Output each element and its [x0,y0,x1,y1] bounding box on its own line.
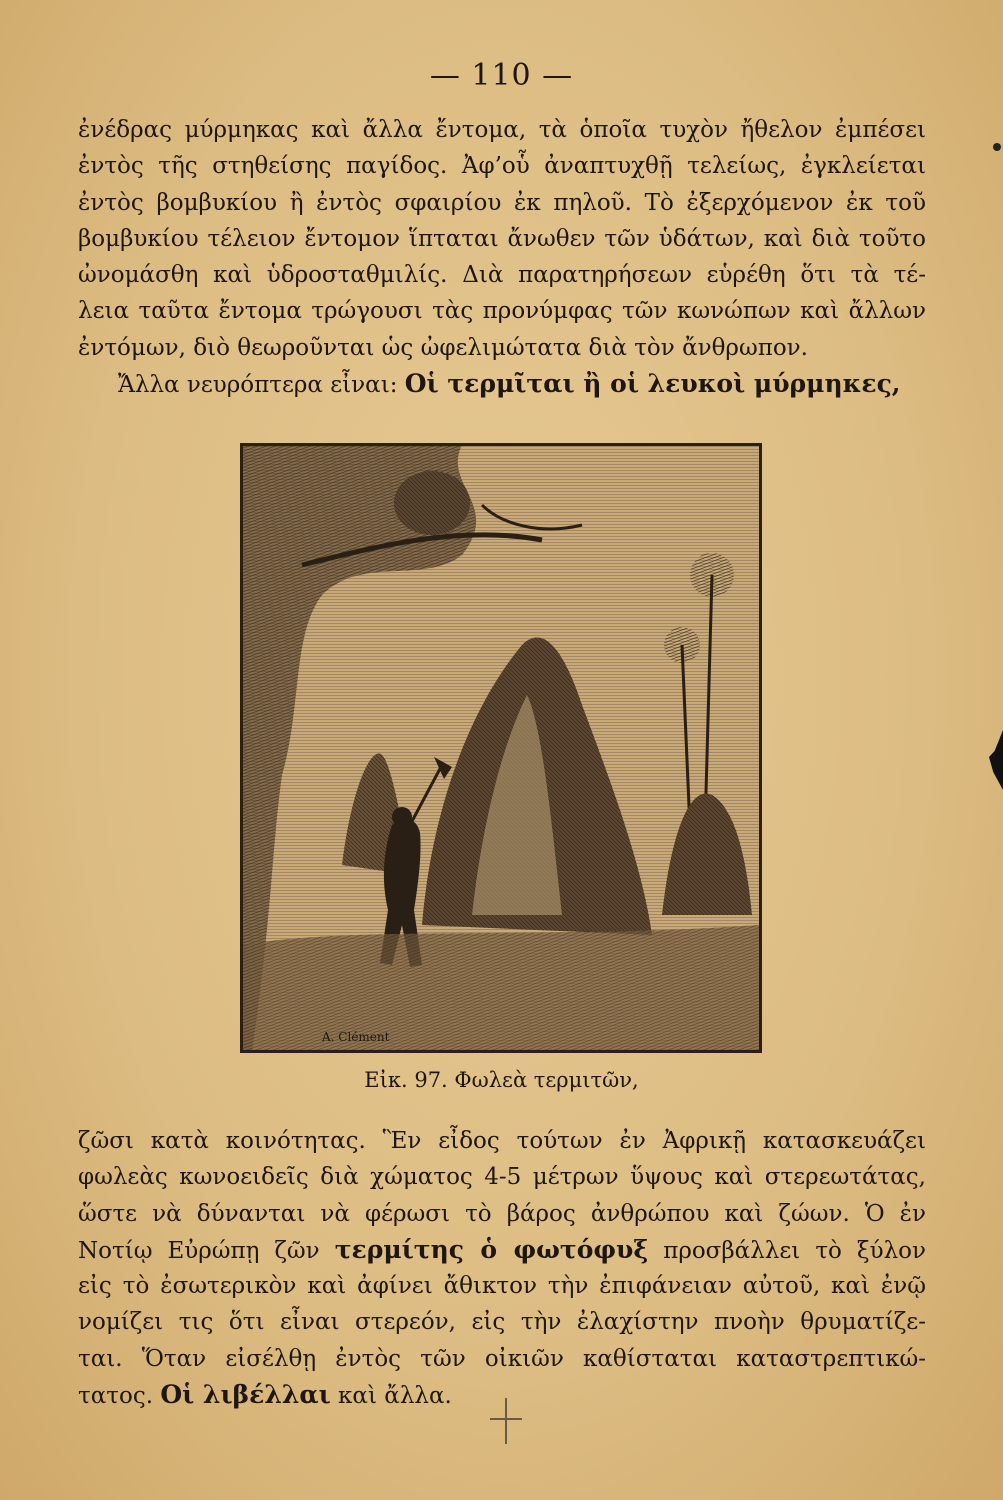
bold-term: Οἱ τερμῖται ἢ οἱ λευκοὶ μύρμηκες, [404,369,901,399]
margin-clip-mark [989,730,1003,790]
text-line: νομίζει τις ὅτι εἶναι στερεόν, εἰς τὴν ἐλαχίστην πνοὴν θρυματίζε- [78,1309,926,1336]
text-line: φωλεὰς κωνοειδεῖς διὰ χώματος 4-5 μέτρων ὕψους καὶ στερεωτάτας, [78,1164,926,1191]
text-run: τατος. [78,1383,161,1410]
margin-mark [993,143,1001,151]
text-run: καὶ ἄλλα. [330,1383,452,1410]
text-run: Ἄλλα νευρόπτερα εἶναι: [118,372,405,399]
top-paragraph [78,112,926,402]
termite-nest-engraving [240,443,762,1053]
text-line: ἐνέδρας μύρμηκας καὶ ἄλλα ἔντομα, τὰ ὁποῖα τυχὸν ἤθελον ἐμπέσει [78,117,926,143]
text-line: εἰς τὸ ἐσωτερικὸν καὶ ἀφίνει ἄθικτον τὴν ἐπιφάνειαν αὐτοῦ, καὶ ἐνῷ [78,1273,926,1300]
text-line [78,1232,926,1268]
text-line: ἐντὸς τῆς στηθείσης παγίδος. Ἀφ’οὗ ἀναπτυχθῇ τελείως, ἐγκλείεται [78,153,926,180]
text-line [78,1377,926,1413]
text-line: ζῶσι κατὰ κοινότητας. Ἓν εἶδος τούτων ἐν Ἀφρικῇ κατασκευάζει [78,1128,926,1154]
text-line: ται. Ὅταν εἰσέλθῃ ἐντὸς τῶν οἰκιῶν καθίσταται καταστρεπτικώ- [78,1345,926,1372]
text-line: ὠνομάσθη καὶ ὑδροσταθμιλίς. Διὰ παρατηρήσεων εὑρέθη ὅτι τὰ τέ- [78,262,926,289]
figure-caption: Εἰκ. 97. Φωλεὰ τερμιτῶν, [364,1068,639,1092]
bottom-paragraph [78,1123,926,1413]
text-line: ἐντὸς βομβυκίου ἢ ἐντὸς σφαιρίου ἐκ πηλοῦ. Τὸ ἐξερχόμενον ἐκ τοῦ [78,189,926,216]
bold-term: τερμίτης ὁ φωτόφυξ [334,1234,649,1264]
engraver-signature: A. Clément [322,1030,390,1044]
pencil-mark [490,1418,522,1420]
text-run: Νοτίῳ Εὐρώπῃ ζῶν [78,1237,335,1264]
text-line-heading [78,366,926,402]
pencil-mark [505,1398,507,1444]
text-line: λεια ταῦτα ἔντομα τρώγουσι τὰς προνύμφας τῶν κωνώπων καὶ ἄλλων [78,298,926,325]
text-run: προσβάλλει τὸ ξύλον [648,1237,926,1264]
text-line: ὥστε νὰ δύνανται νὰ φέρωσι τὸ βάρος ἀνθρώπου καὶ ζώων. Ὁ ἐν [78,1200,926,1227]
text-line: βομβυκίου τέλειον ἔντομον ἵπταται ἄνωθεν τῶν ὑδάτων, καὶ διὰ τοῦτο [78,225,926,252]
bold-term: Οἱ λιβέλλαι [160,1380,331,1410]
text-line: ἐντόμων, διὸ θεωροῦνται ὡς ὠφελιμώτατα διὰ τὸν ἄνθρωπον. [78,334,808,361]
page-number: — 110 — [429,58,574,93]
